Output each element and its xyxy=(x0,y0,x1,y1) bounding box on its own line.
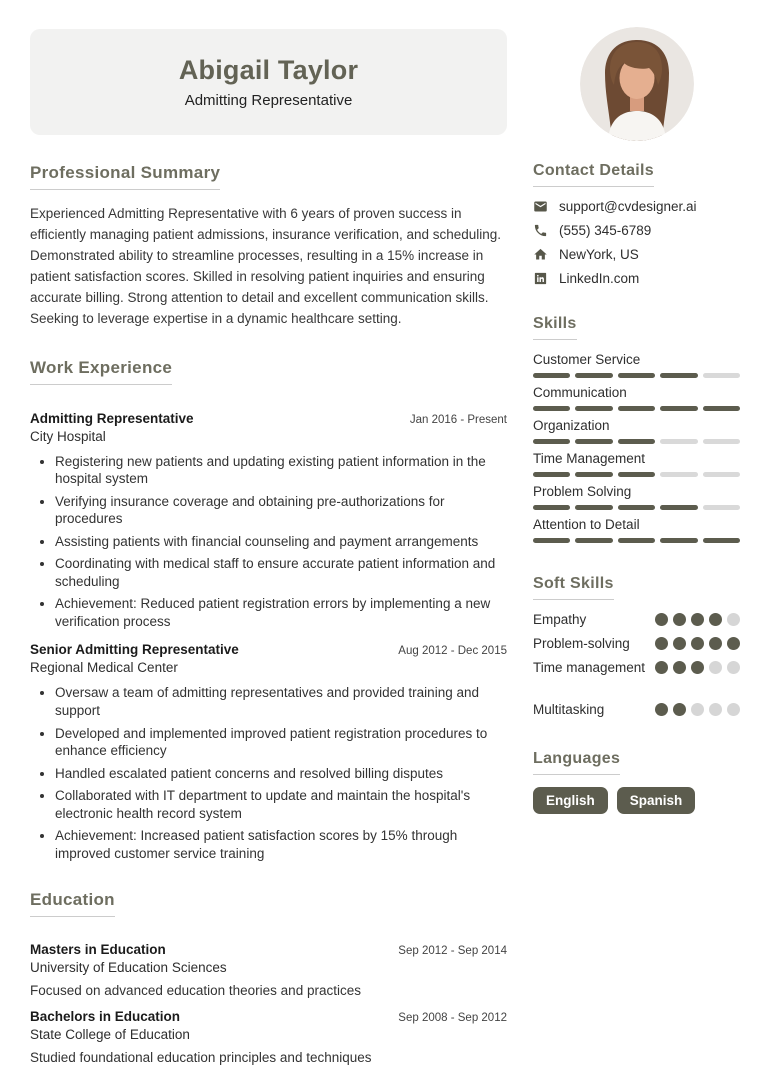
contact-row-phone xyxy=(533,223,740,238)
contact-email[interactable]: support@cvdesigner.ai xyxy=(559,199,697,214)
soft-skill-rating xyxy=(655,613,740,626)
job-bullet: • Achievement: Reduced patient registration errors by implementing a new verification process xyxy=(55,595,507,630)
skill-seg-filled xyxy=(660,373,697,378)
candidate-name: Abigail Taylor xyxy=(178,55,359,85)
rating-dot-filled xyxy=(709,637,722,650)
skill-seg-filled xyxy=(618,439,655,444)
skill-seg-filled xyxy=(533,505,570,510)
avatar-illustration xyxy=(580,27,694,141)
education-degree: Bachelors in Education xyxy=(30,1009,181,1025)
phone-icon xyxy=(533,223,548,238)
rating-dot-filled xyxy=(727,637,740,650)
profile-photo-wrap xyxy=(533,27,740,141)
skill-seg-empty xyxy=(703,505,740,510)
soft-skill-name: Multitasking xyxy=(533,702,605,717)
rating-dot-filled xyxy=(691,661,704,674)
skill-level-bar xyxy=(533,538,740,543)
skill-seg-filled xyxy=(575,505,612,510)
skill-seg-empty xyxy=(660,472,697,477)
skill-seg-filled xyxy=(660,406,697,411)
rating-dot-filled xyxy=(655,703,668,716)
right-column xyxy=(533,29,740,1065)
skill-level-bar xyxy=(533,373,740,378)
skill-seg-filled xyxy=(618,373,655,378)
job-bullet: • Achievement: Increased patient satisfaction scores by 15% through improved customer service training xyxy=(55,827,507,862)
education-school: University of Education Sciences xyxy=(30,960,227,976)
language-badge: Spanish xyxy=(617,787,696,814)
rating-dot-empty xyxy=(727,613,740,626)
job-company: City Hospital xyxy=(30,428,106,444)
job-bullet: • Assisting patients with financial counseling and payment arrangements xyxy=(55,533,507,551)
skill-seg-empty xyxy=(703,439,740,444)
skills-section xyxy=(533,315,740,543)
soft-skill-item xyxy=(533,702,740,717)
rating-dot-filled xyxy=(691,637,704,650)
soft-skill-name: Empathy xyxy=(533,612,587,627)
skill-seg-filled xyxy=(703,538,740,543)
education-header xyxy=(30,942,507,957)
skill-seg-filled xyxy=(575,439,612,444)
job-header xyxy=(30,642,507,657)
rating-dot-filled xyxy=(673,613,686,626)
rating-dot-empty xyxy=(727,661,740,674)
skill-seg-filled xyxy=(575,406,612,411)
job-bullet: • Handled escalated patient concerns and resolved billing disputes xyxy=(55,765,507,783)
soft-skills-heading: Soft Skills xyxy=(533,575,614,600)
job-bullet: • Oversaw a team of admitting representatives and provided training and support xyxy=(55,684,507,719)
contact-row-location xyxy=(533,247,740,262)
education-entry xyxy=(30,942,507,998)
header-card xyxy=(30,29,507,135)
job-dates: Aug 2012 - Dec 2015 xyxy=(398,645,507,658)
skill-item xyxy=(533,451,740,477)
contact-row-linkedin xyxy=(533,271,740,286)
education-degree: Masters in Education xyxy=(30,942,166,958)
rating-dot-filled xyxy=(655,613,668,626)
education-description: Focused on advanced education theories and practices xyxy=(30,983,361,999)
rating-dot-filled xyxy=(655,661,668,674)
skill-level-bar xyxy=(533,505,740,510)
contact-location: NewYork, US xyxy=(559,247,639,262)
skill-name: Attention to Detail xyxy=(533,517,640,532)
skill-item xyxy=(533,352,740,378)
skill-seg-filled xyxy=(618,472,655,477)
skill-seg-filled xyxy=(533,406,570,411)
skill-seg-empty xyxy=(703,472,740,477)
rating-dot-empty xyxy=(709,703,722,716)
education-header xyxy=(30,1009,507,1024)
rating-dot-empty xyxy=(727,703,740,716)
rating-dot-filled xyxy=(673,661,686,674)
skill-seg-filled xyxy=(618,406,655,411)
skill-seg-filled xyxy=(618,505,655,510)
education-dates: Sep 2008 - Sep 2012 xyxy=(398,1012,507,1025)
languages-heading: Languages xyxy=(533,750,620,775)
home-icon xyxy=(533,247,548,262)
soft-skill-rating xyxy=(655,637,740,650)
soft-skill-item xyxy=(533,660,740,675)
skill-seg-filled xyxy=(533,472,570,477)
job-title: Senior Admitting Representative xyxy=(30,642,239,658)
skill-seg-empty xyxy=(703,373,740,378)
skill-name: Problem Solving xyxy=(533,484,632,499)
education-description: Studied foundational education principles and techniques xyxy=(30,1050,372,1065)
skill-seg-filled xyxy=(660,505,697,510)
job-header xyxy=(30,411,507,426)
contact-row-email xyxy=(533,199,740,214)
job-title: Admitting Representative xyxy=(30,410,194,426)
skills-list xyxy=(533,352,740,543)
soft-skill-name: Problem-solving xyxy=(533,636,630,651)
skill-seg-filled xyxy=(575,373,612,378)
skill-seg-filled xyxy=(533,373,570,378)
rating-dot-filled xyxy=(709,613,722,626)
job-company: Regional Medical Center xyxy=(30,660,178,676)
profile-photo xyxy=(580,27,694,141)
skill-item xyxy=(533,484,740,510)
skill-level-bar xyxy=(533,439,740,444)
skill-name: Organization xyxy=(533,418,610,433)
languages-list xyxy=(533,787,740,814)
job-bullet: • Developed and implemented improved patient registration procedures to enhance efficiency xyxy=(55,725,507,760)
professional-summary-section xyxy=(30,163,507,330)
skill-item xyxy=(533,385,740,411)
skill-name: Communication xyxy=(533,385,627,400)
education-list xyxy=(30,942,507,1065)
skill-item xyxy=(533,418,740,444)
work-heading: Work Experience xyxy=(30,358,172,385)
soft-skill-rating xyxy=(655,703,740,716)
job-bullet: • Verifying insurance coverage and obtaining pre-authorizations for procedures xyxy=(55,493,507,528)
skill-seg-filled xyxy=(575,472,612,477)
skill-name: Time Management xyxy=(533,451,646,466)
contact-linkedin[interactable]: LinkedIn.com xyxy=(559,271,640,286)
job-bullet-list xyxy=(30,453,507,631)
skill-level-bar xyxy=(533,472,740,477)
work-experience-section xyxy=(30,358,507,863)
soft-skills-section xyxy=(533,575,740,717)
job-list xyxy=(30,411,507,863)
job-bullet: • Coordinating with medical staff to ensure accurate patient information and scheduling xyxy=(55,555,507,590)
skill-item xyxy=(533,517,740,543)
job-dates: Jan 2016 - Present xyxy=(409,413,507,426)
soft-skill-item xyxy=(533,612,740,627)
contact-heading: Contact Details xyxy=(533,162,654,187)
summary-heading: Professional Summary xyxy=(30,163,220,190)
rating-dot-filled xyxy=(673,637,686,650)
education-section xyxy=(30,890,507,1065)
skill-level-bar xyxy=(533,406,740,411)
skill-seg-filled xyxy=(660,538,697,543)
language-badge: English xyxy=(533,787,608,814)
skills-heading: Skills xyxy=(533,315,577,340)
rating-dot-filled xyxy=(655,637,668,650)
education-school: State College of Education xyxy=(30,1027,190,1043)
soft-skill-name: Time management xyxy=(533,660,646,675)
skill-name: Customer Service xyxy=(533,352,641,367)
education-heading: Education xyxy=(30,890,115,917)
email-icon xyxy=(533,199,548,214)
job-entry xyxy=(30,642,507,862)
skill-seg-empty xyxy=(660,439,697,444)
languages-section xyxy=(533,750,740,814)
contact-phone: (555) 345-6789 xyxy=(559,223,652,238)
education-dates: Sep 2012 - Sep 2014 xyxy=(398,945,507,958)
job-bullet-list xyxy=(30,684,507,862)
skill-seg-filled xyxy=(618,538,655,543)
left-column xyxy=(30,29,507,1065)
soft-skill-item xyxy=(533,636,740,651)
candidate-title: Admitting Representative xyxy=(184,92,353,109)
job-bullet: • Collaborated with IT department to update and maintain the hospital's electronic health record system xyxy=(55,787,507,822)
skill-seg-filled xyxy=(533,538,570,543)
rating-dot-filled xyxy=(673,703,686,716)
skill-seg-filled xyxy=(703,406,740,411)
job-entry xyxy=(30,411,507,631)
skill-seg-filled xyxy=(533,439,570,444)
soft-skills-list xyxy=(533,612,740,717)
contact-details-section xyxy=(533,162,740,286)
rating-dot-empty xyxy=(709,661,722,674)
rating-dot-filled xyxy=(691,613,704,626)
linkedin-icon xyxy=(533,271,548,286)
job-bullet: • Registering new patients and updating existing patient information in the hospital system xyxy=(55,453,507,488)
rating-dot-empty xyxy=(691,703,704,716)
skill-seg-filled xyxy=(575,538,612,543)
education-entry xyxy=(30,1009,507,1065)
soft-skill-rating xyxy=(655,661,740,674)
summary-text: Experienced Admitting Representative with 6 years of proven success in efficiently managing patient admissions, insurance verification, and scheduling. Demonstrated ability to streamline processes, resulting in a 15% increase in patient satisfaction scores. Skilled in resolving patient inquiries and ensuring accurate billing. Strong attention to detail and excellent communication skills. Seeking to leverage expertise in a dynamic healthcare setting. xyxy=(30,206,502,326)
